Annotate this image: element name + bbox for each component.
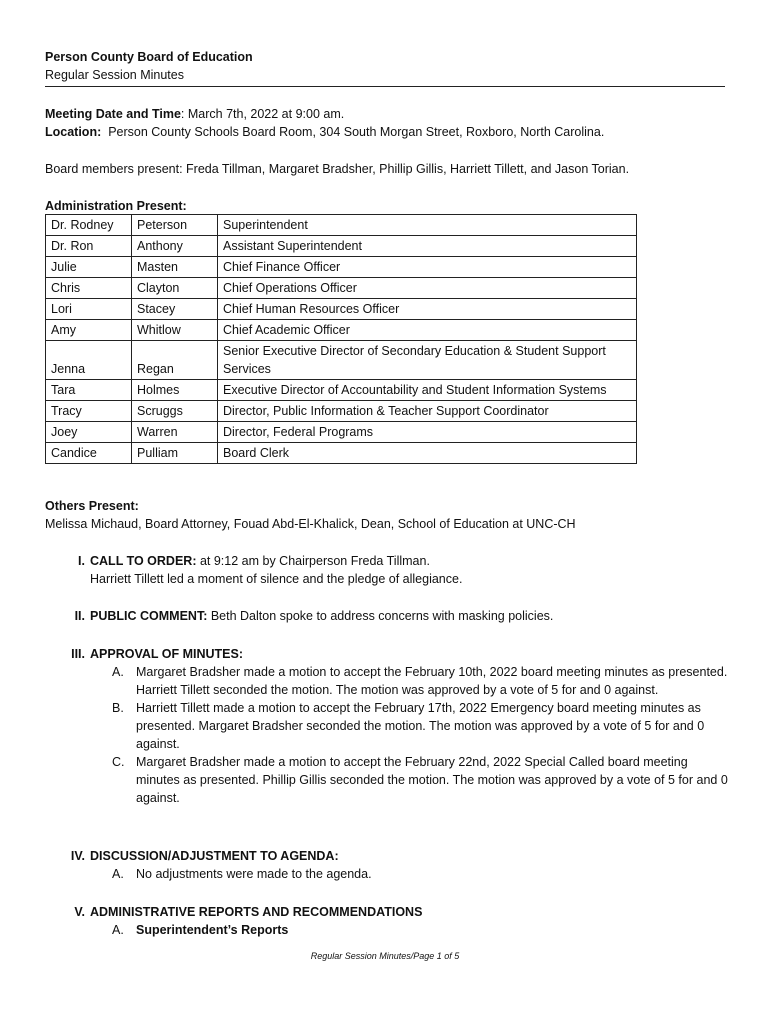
title-cell: Director, Public Information & Teacher Support Coordinator [218, 401, 637, 422]
section-number: IV. [70, 849, 85, 863]
section-body [90, 903, 730, 939]
section-heading: PUBLIC COMMENT: [90, 609, 208, 623]
title-cell: Executive Director of Accountability and Student Information Systems [218, 380, 637, 401]
table-row [46, 215, 637, 236]
first-name-cell: Tracy [46, 401, 132, 422]
section-heading: CALL TO ORDER: [90, 554, 197, 568]
first-name-cell: Chris [46, 278, 132, 299]
meeting-location-line [45, 123, 735, 141]
first-name-cell: Lori [46, 299, 132, 320]
title-cell: Board Clerk [218, 443, 637, 464]
others-text: Melissa Michaud, Board Attorney, Fouad Abd-El-Khalick, Dean, School of Education at UNC-CH [45, 517, 576, 531]
administration-title: Administration Present: [45, 199, 187, 213]
table-row [46, 341, 637, 380]
table-row [46, 320, 637, 341]
table-row [46, 443, 637, 464]
table-row [46, 422, 637, 443]
list-text: Harriett Tillett made a motion to accept the February 17th, 2022 Emergency board meeting minutes as presented. Margaret Bradsher seconded the motion. The motion was approved by a vote of 5 for and 0 against. [136, 701, 705, 751]
list-item [90, 663, 730, 699]
list-letter: A. [112, 867, 124, 881]
table-row [46, 278, 637, 299]
title-cell: Chief Finance Officer [218, 257, 637, 278]
first-name-cell: Joey [46, 422, 132, 443]
section-body [90, 607, 730, 625]
section-number: II. [74, 609, 85, 623]
meeting-date-label: Meeting Date and Time [45, 107, 181, 121]
last-name-cell: Scruggs [132, 401, 218, 422]
table-row [46, 380, 637, 401]
list-item [90, 753, 730, 807]
section-heading: APPROVAL OF MINUTES: [90, 647, 244, 661]
title-cell: Chief Operations Officer [218, 278, 637, 299]
meeting-date-line [45, 105, 735, 123]
meeting-date-value: : March 7th, 2022 at 9:00 am. [180, 107, 345, 121]
first-name-cell: Julie [46, 257, 132, 278]
others-title: Others Present: [45, 499, 139, 513]
last-name-cell: Warren [132, 422, 218, 443]
section-text-line2: Harriett Tillett led a moment of silence and the pledge of allegiance. [90, 572, 463, 586]
list-item [90, 921, 730, 939]
list-text: Margaret Bradsher made a motion to accept the February 22nd, 2022 Special Called board meeting minutes as presented. Phillip Gillis seconded the motion. The motion was approved by a vote of 5 for and 0 against. [136, 755, 728, 805]
section-body [90, 847, 730, 883]
list-text: Margaret Bradsher made a motion to accept the February 10th, 2022 board meeting minutes as presented. Harriett Tillett seconded the motion. The motion was approved by a vote of 5 for and 0 against. [136, 665, 728, 697]
title-cell: Superintendent [218, 215, 637, 236]
last-name-cell: Regan [132, 341, 218, 380]
others-present [45, 497, 745, 533]
title-cell: Chief Academic Officer [218, 320, 637, 341]
last-name-cell: Stacey [132, 299, 218, 320]
last-name-cell: Holmes [132, 380, 218, 401]
section-heading: DISCUSSION/ADJUSTMENT TO AGENDA: [90, 849, 339, 863]
org-name: Person County Board of Education [45, 50, 253, 64]
meeting-info [45, 105, 735, 141]
section-body [90, 552, 730, 588]
section-body [90, 645, 730, 807]
list-item [90, 865, 730, 883]
last-name-cell: Clayton [132, 278, 218, 299]
title-cell: Senior Executive Director of Secondary Education & Student Support Services [218, 341, 637, 380]
first-name-cell: Amy [46, 320, 132, 341]
title-cell: Assistant Superintendent [218, 236, 637, 257]
table-row [46, 299, 637, 320]
table-row [46, 401, 637, 422]
list-letter: A. [112, 665, 124, 679]
list-text: No adjustments were made to the agenda. [136, 867, 372, 881]
section-text: at 9:12 am by Chairperson Freda Tillman. [196, 554, 430, 568]
first-name-cell: Tara [46, 380, 132, 401]
board-members-present: Board members present: Freda Tillman, Margaret Bradsher, Phillip Gillis, Harriett Tillett, and Jason Torian. [45, 162, 630, 176]
list-letter: B. [112, 701, 124, 715]
last-name-cell: Masten [132, 257, 218, 278]
list-text: Superintendent’s Reports [136, 923, 289, 937]
list-letter: A. [112, 923, 124, 937]
document-header [45, 48, 725, 87]
meeting-location-label: Location: [45, 125, 102, 139]
first-name-cell: Candice [46, 443, 132, 464]
title-cell: Chief Human Resources Officer [218, 299, 637, 320]
section-heading: ADMINISTRATIVE REPORTS AND RECOMMENDATIONS [90, 905, 423, 919]
last-name-cell: Pulliam [132, 443, 218, 464]
list-item [90, 699, 730, 753]
table-row [46, 236, 637, 257]
last-name-cell: Whitlow [132, 320, 218, 341]
section-text: Beth Dalton spoke to address concerns with masking policies. [207, 609, 554, 623]
section-number: I. [78, 554, 85, 568]
last-name-cell: Anthony [132, 236, 218, 257]
administration-table [45, 214, 637, 464]
first-name-cell: Dr. Rodney [46, 215, 132, 236]
document-subtitle: Regular Session Minutes [45, 68, 184, 82]
first-name-cell: Jenna [46, 341, 132, 380]
title-cell: Director, Federal Programs [218, 422, 637, 443]
meeting-location-value: Person County Schools Board Room, 304 South Morgan Street, Roxboro, North Carolina. [101, 125, 605, 139]
last-name-cell: Peterson [132, 215, 218, 236]
section-number: III. [71, 647, 85, 661]
table-row [46, 257, 637, 278]
list-letter: C. [112, 755, 125, 769]
section-number: V. [74, 905, 85, 919]
page-footer: Regular Session Minutes/Page 1 of 5 [310, 951, 460, 961]
first-name-cell: Dr. Ron [46, 236, 132, 257]
